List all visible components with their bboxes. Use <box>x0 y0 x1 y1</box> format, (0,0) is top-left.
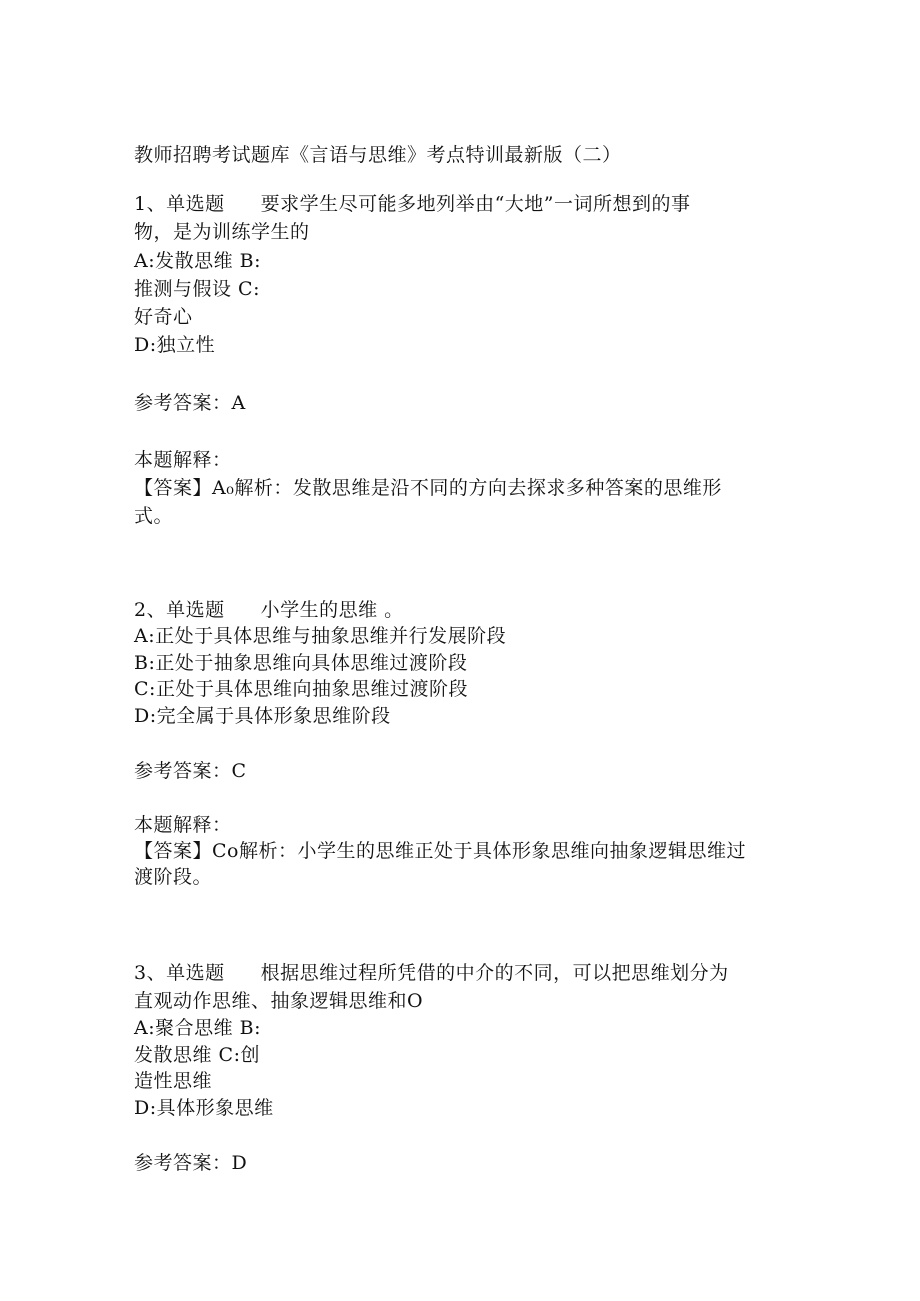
option-line: A:聚合思维 B: <box>134 1017 262 1039</box>
option-line: C:正处于具体思维向抽象思维过渡阶段 <box>134 678 468 700</box>
option-line: 造性思维 <box>134 1070 213 1092</box>
question-number: 1、单选题 <box>134 193 225 215</box>
option-line: 发散思维 C:创 <box>134 1044 260 1066</box>
reference-answer: 参考答案：D <box>134 1152 248 1174</box>
option-line: D:具体形象思维 <box>134 1097 274 1119</box>
option-line: D:独立性 <box>134 334 216 356</box>
option-line: D:完全属于具体形象思维阶段 <box>134 705 391 727</box>
question-header <box>134 597 404 623</box>
explanation-label: 本题解释： <box>134 814 232 836</box>
page-title: 教师招聘考试题库《言语与思维》考点特训最新版（二） <box>134 144 622 166</box>
explanation-text: 渡阶段。 <box>134 866 213 888</box>
option-line: A:正处于具体思维与抽象思维并行发展阶段 <box>134 625 507 647</box>
explanation-label: 本题解释： <box>134 449 232 471</box>
reference-answer: 参考答案：A <box>134 392 246 414</box>
explanation-text: 式。 <box>134 505 174 527</box>
question-number: 3、单选题 <box>134 962 225 984</box>
question-stem-continued: 物，是为训练学生的 <box>134 221 310 243</box>
option-line: B:正处于抽象思维向具体思维过渡阶段 <box>134 652 468 674</box>
question-header <box>134 960 729 986</box>
option-line: 推测与假设 C: <box>134 278 260 300</box>
explanation-text: 【答案】A₀解析：发散思维是沿不同的方向去探求多种答案的思维形 <box>134 477 722 499</box>
question-stem: 根据思维过程所凭借的中介的不同，可以把思维划分为 <box>260 962 729 984</box>
explanation-text: 【答案】Co解析：小学生的思维正处于具体形象思维向抽象逻辑思维过 <box>134 840 746 862</box>
question-stem-continued: 直观动作思维、抽象逻辑思维和O <box>134 990 424 1012</box>
option-line: 好奇心 <box>134 306 193 328</box>
question-number: 2、单选题 <box>134 599 225 621</box>
reference-answer: 参考答案：C <box>134 760 247 782</box>
question-stem: 小学生的思维 。 <box>260 599 404 621</box>
question-header <box>134 191 691 217</box>
question-stem: 要求学生尽可能多地列举由“大地”一词所想到的事 <box>260 193 691 215</box>
option-line: A:发散思维 B: <box>134 250 262 272</box>
